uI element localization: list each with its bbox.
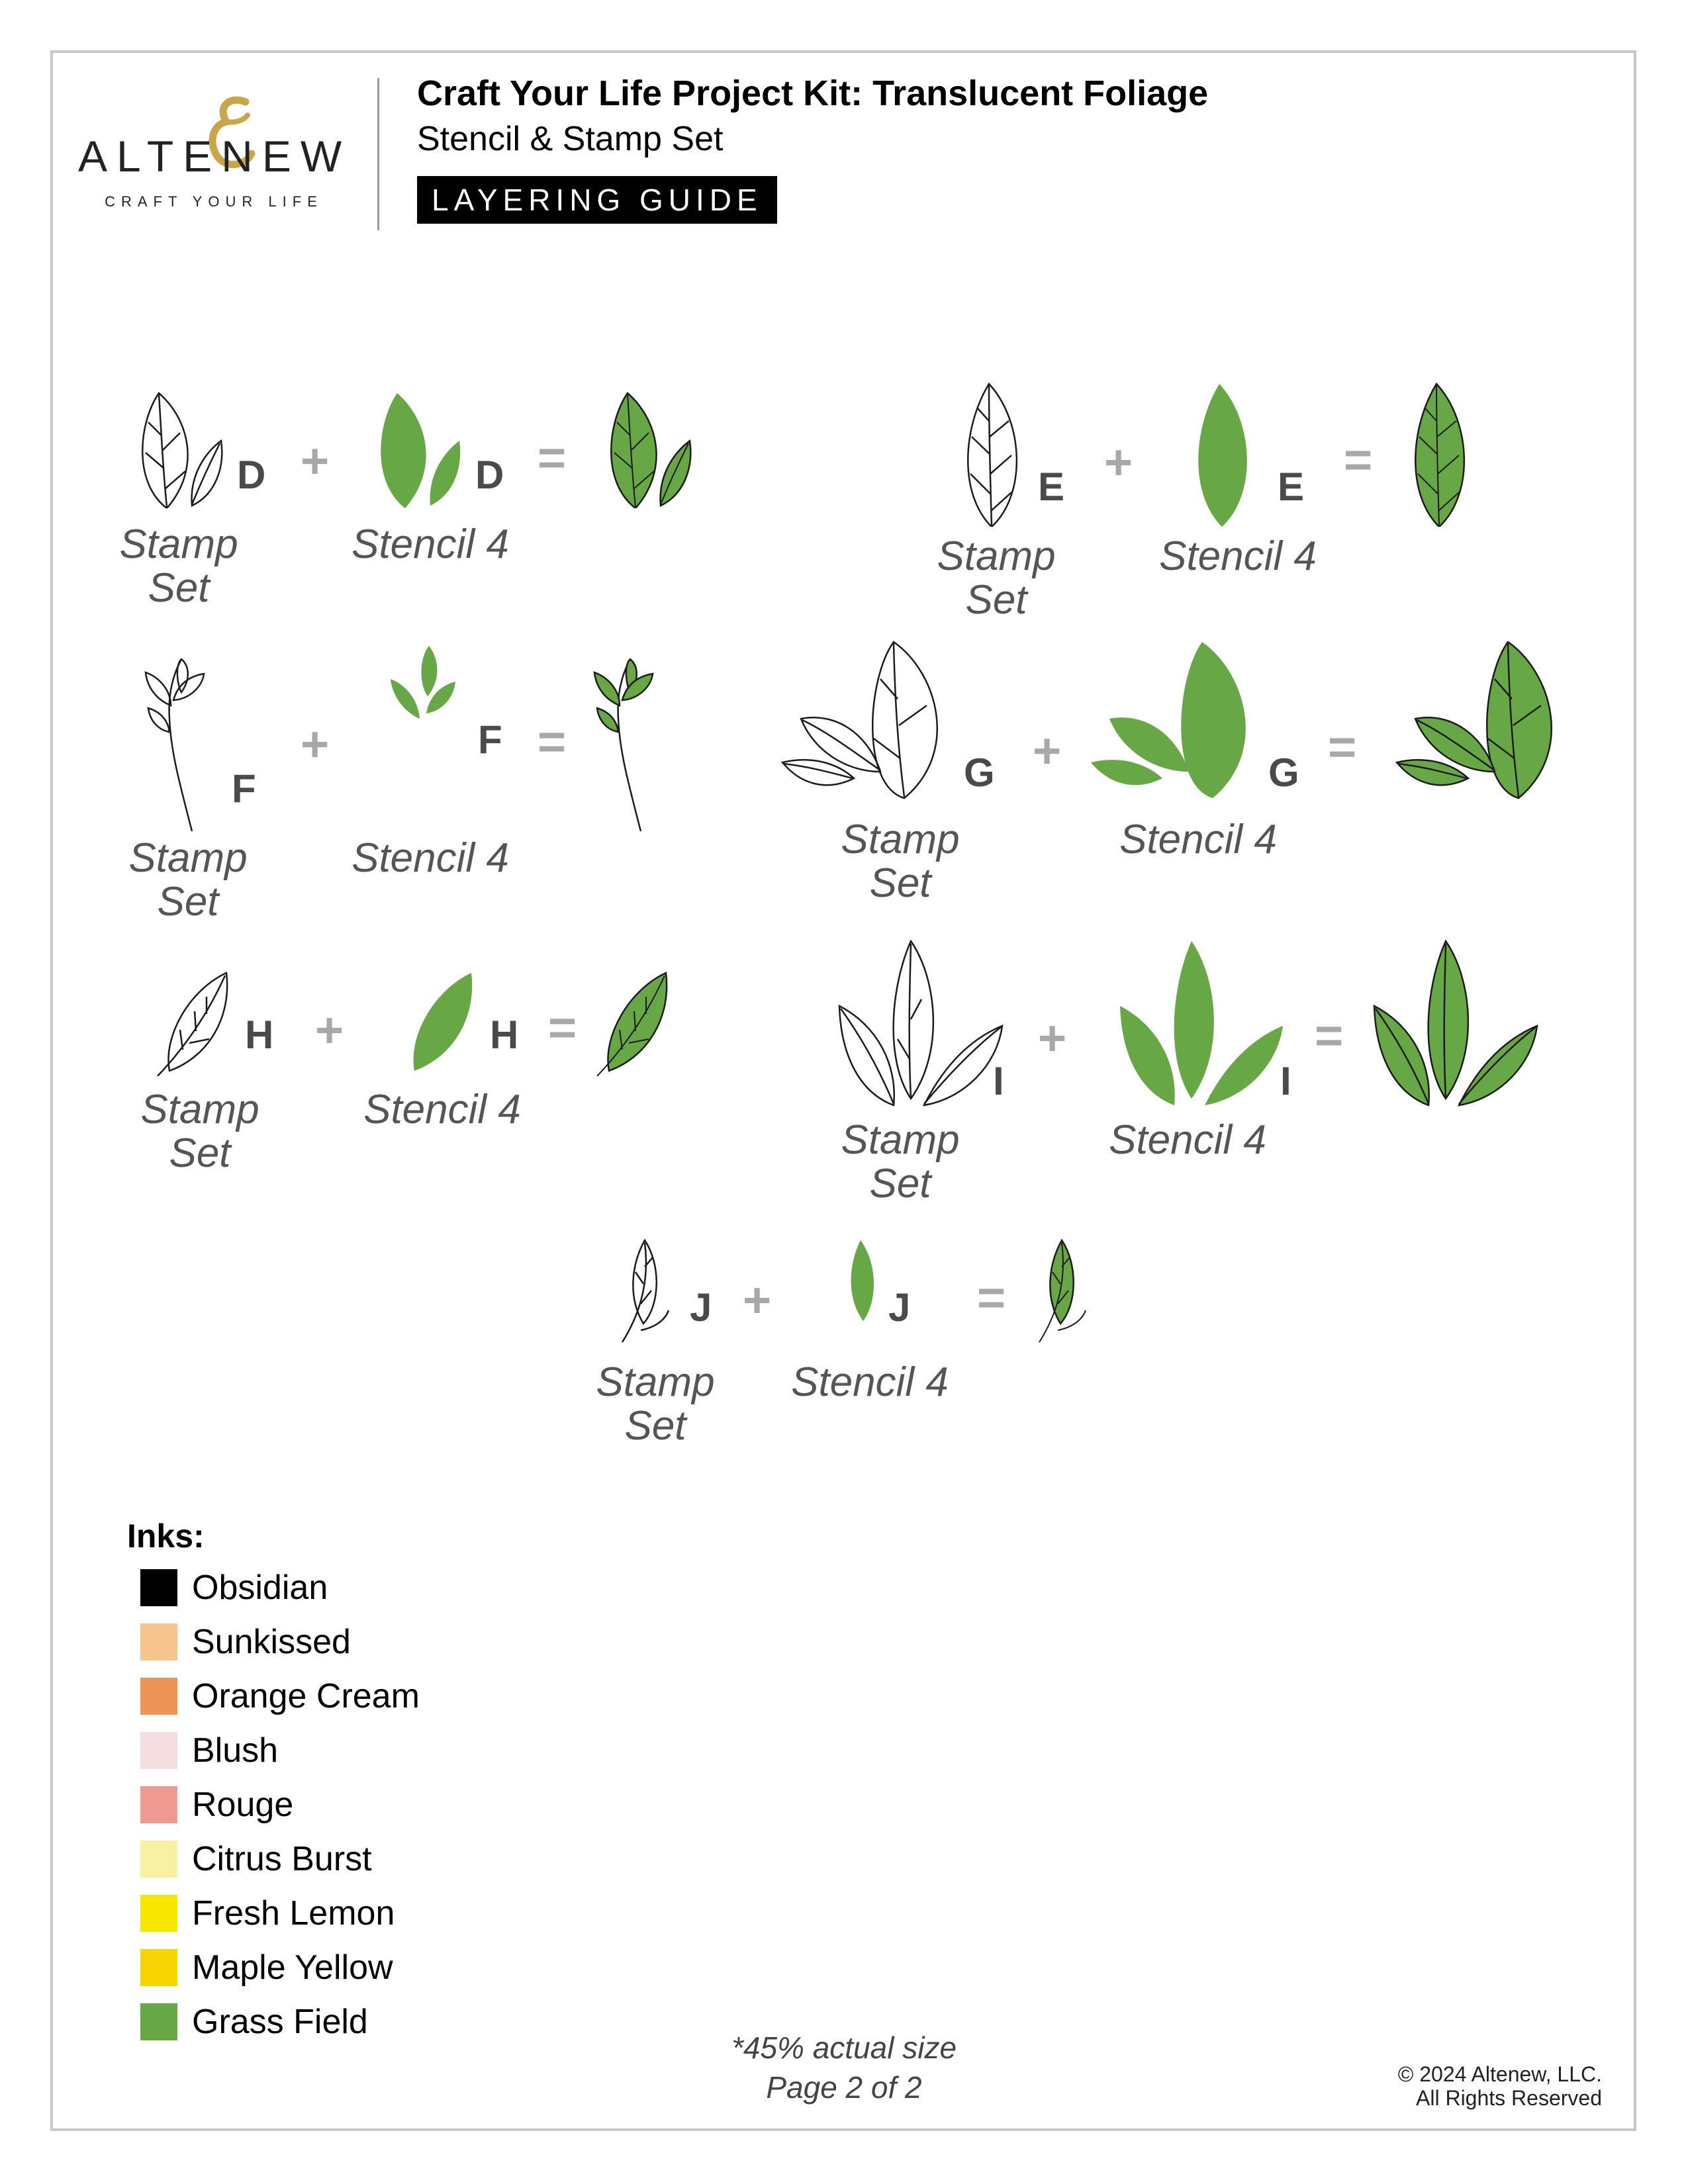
stencil-leaf-e — [1189, 381, 1262, 527]
layer-letter-g1: G — [964, 751, 995, 795]
ink-name: Blush — [192, 1731, 279, 1770]
layer-letter-e2: E — [1278, 465, 1305, 509]
ink-swatch — [140, 1786, 177, 1823]
caption-stencil-g: Stencil 4 — [1119, 817, 1277, 862]
ink-item — [140, 1832, 420, 1886]
copyright — [1324, 2062, 1602, 2110]
caption-stamp-set-i: Stamp Set — [841, 1117, 960, 1206]
layer-letter-h2: H — [490, 1013, 519, 1057]
ink-item — [140, 1723, 420, 1778]
ink-name: Maple Yellow — [192, 1948, 393, 1987]
caption-stamp-set-h: Stamp Set — [140, 1087, 259, 1176]
result-leaf-h — [596, 970, 675, 1076]
layer-letter-d1: D — [237, 453, 266, 497]
equals-sign-e: = — [1344, 432, 1373, 487]
caption-stencil-d: Stencil 4 — [352, 522, 509, 567]
result-leaf-f — [590, 639, 677, 831]
caption-stencil-f: Stencil 4 — [352, 835, 509, 881]
stamp-outline-f — [142, 639, 228, 831]
result-leaf-d — [601, 389, 700, 508]
plus-sign-e: + — [1104, 435, 1133, 490]
layer-letter-g2: G — [1268, 751, 1299, 795]
ink-name: Orange Cream — [192, 1677, 420, 1715]
footer-note — [662, 2028, 1026, 2107]
header-divider — [377, 78, 379, 230]
plus-sign-f: + — [301, 717, 330, 772]
stencil-leaf-g — [1090, 639, 1262, 805]
plus-sign-g: + — [1033, 723, 1062, 778]
caption-stencil-e: Stencil 4 — [1159, 533, 1317, 579]
layer-letter-d2: D — [475, 453, 504, 497]
caption-stencil-i: Stencil 4 — [1109, 1117, 1266, 1163]
logo-wordmark: ALTENEW — [78, 132, 352, 181]
result-leaf-i — [1373, 940, 1538, 1112]
inks-heading: Inks: — [127, 1518, 205, 1555]
page-subtitle: Stencil & Stamp Set — [417, 120, 724, 158]
layer-letter-h1: H — [245, 1013, 274, 1057]
ink-item — [140, 1886, 420, 1940]
ink-item — [140, 1615, 420, 1669]
caption-stencil-h: Stencil 4 — [363, 1087, 521, 1132]
equals-sign-d: = — [538, 430, 567, 485]
stamp-outline-i — [838, 940, 1004, 1112]
ink-swatch — [140, 1623, 177, 1661]
equals-sign-h: = — [548, 1000, 577, 1055]
equals-sign-g: = — [1328, 719, 1357, 774]
equals-sign-f: = — [538, 714, 567, 769]
ink-swatch — [140, 1895, 177, 1932]
stencil-leaf-j — [841, 1238, 880, 1324]
ink-item — [140, 1669, 420, 1723]
stamp-outline-j — [621, 1238, 674, 1343]
ink-name: Sunkissed — [192, 1623, 351, 1661]
stencil-leaf-f — [388, 639, 461, 745]
layer-letter-e1: E — [1038, 465, 1065, 509]
ink-swatch — [140, 1678, 177, 1715]
plus-sign-i: + — [1038, 1011, 1067, 1066]
rights-line: All Rights Reserved — [1416, 2086, 1602, 2110]
plus-sign-h: + — [315, 1003, 344, 1058]
ink-name: Citrus Burst — [192, 1840, 372, 1878]
caption-stamp-set-e: Stamp Set — [937, 533, 1056, 623]
ink-name: Grass Field — [192, 2003, 368, 2041]
layer-letter-j2: J — [888, 1285, 911, 1330]
result-leaf-e — [1406, 381, 1479, 527]
ink-swatch — [140, 2003, 177, 2040]
ink-swatch — [140, 1569, 177, 1606]
altenew-logo — [78, 93, 350, 225]
layer-letter-f1: F — [232, 766, 256, 811]
equals-sign-j: = — [977, 1270, 1006, 1325]
caption-stencil-j: Stencil 4 — [791, 1359, 949, 1405]
ink-swatch — [140, 1732, 177, 1769]
ink-item — [140, 1561, 420, 1615]
page-title: Craft Your Life Project Kit: Translucent Foliage — [417, 73, 1209, 113]
stamp-outline-h — [156, 970, 236, 1076]
layer-letter-j1: J — [690, 1285, 712, 1330]
page-number: Page 2 of 2 — [766, 2070, 922, 2105]
caption-stamp-set-g: Stamp Set — [841, 817, 960, 906]
ink-item — [140, 1995, 420, 2049]
ink-list — [140, 1561, 420, 2049]
result-leaf-g — [1395, 639, 1568, 805]
layer-letter-f2: F — [478, 717, 502, 762]
caption-stamp-set-f: Stamp Set — [128, 835, 248, 925]
stencil-leaf-i — [1119, 940, 1284, 1112]
stamp-outline-e — [959, 381, 1031, 527]
plus-sign-d: + — [301, 433, 330, 488]
layer-letter-i1: I — [993, 1059, 1004, 1103]
equals-sign-i: = — [1315, 1008, 1344, 1063]
caption-stamp-set-j: Stamp Set — [596, 1359, 715, 1449]
plus-sign-j: + — [743, 1273, 772, 1328]
caption-stamp-set-d: Stamp Set — [119, 522, 238, 611]
ink-swatch — [140, 1949, 177, 1986]
stamp-outline-d — [132, 389, 232, 508]
ink-item — [140, 1940, 420, 1995]
stamp-outline-g — [781, 639, 953, 805]
result-leaf-j — [1038, 1238, 1091, 1343]
layer-letter-i2: I — [1280, 1059, 1291, 1103]
ink-name: Obsidian — [192, 1569, 328, 1607]
logo-tagline: CRAFT YOUR LIFE — [105, 193, 323, 210]
stencil-leaf-d — [371, 389, 470, 508]
ink-name: Rouge — [192, 1786, 294, 1824]
ink-name: Fresh Lemon — [192, 1894, 395, 1933]
stencil-leaf-h — [401, 970, 481, 1076]
ink-swatch — [140, 1841, 177, 1878]
size-note: *45% actual size — [731, 2030, 957, 2065]
ink-item — [140, 1778, 420, 1832]
copyright-line: © 2024 Altenew, LLC. — [1397, 2062, 1602, 2086]
layering-guide-banner: LAYERING GUIDE — [417, 176, 777, 224]
